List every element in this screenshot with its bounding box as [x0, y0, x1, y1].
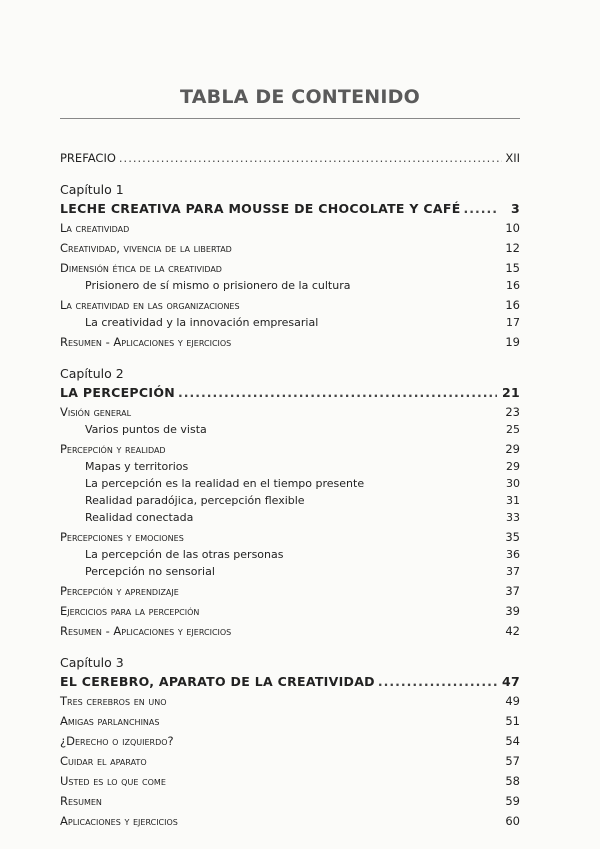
- toc-subentry[interactable]: [60, 492, 520, 509]
- toc-entry-label: Realidad paradójica, percepción flexible: [85, 494, 305, 507]
- toc-entry[interactable]: [60, 623, 520, 640]
- toc-entry-label: Percepciones y emociones: [60, 530, 184, 544]
- toc-entry-page: 35: [505, 530, 520, 544]
- toc-entry-page: 10: [505, 221, 520, 235]
- table-of-contents: [60, 150, 520, 830]
- toc-entry-page: 39: [505, 604, 520, 618]
- chapter-2-title-row[interactable]: [60, 383, 520, 402]
- leader-dots: [119, 150, 502, 167]
- toc-entry-page: 16: [506, 279, 520, 292]
- toc-subentry[interactable]: [60, 546, 520, 563]
- toc-entry-label: Creatividad, vivencia de la libertad: [60, 241, 232, 255]
- toc-entry-label: Usted es lo que come: [60, 774, 166, 788]
- toc-entry-page: 23: [505, 405, 520, 419]
- toc-entry-label: Amigas parlanchinas: [60, 714, 160, 728]
- toc-entry-label: Resumen: [60, 794, 102, 808]
- toc-entry-label: PREFACIO: [60, 151, 116, 165]
- toc-entry-label: Dimensión ética de la creatividad: [60, 261, 222, 275]
- toc-subentry[interactable]: [60, 277, 520, 294]
- toc-entry-label: La percepción es la realidad en el tiempo presente: [85, 477, 365, 490]
- toc-entry-label: Mapas y territorios: [85, 460, 189, 473]
- toc-entry-page: 12: [505, 241, 520, 255]
- chapter-3-title-row[interactable]: [60, 672, 520, 691]
- chapter-page: 47: [502, 674, 520, 689]
- toc-entry[interactable]: [60, 693, 520, 710]
- toc-entry[interactable]: [60, 334, 520, 351]
- toc-entry-label: La creatividad en las organizaciones: [60, 298, 240, 312]
- chapter-title: LA PERCEPCIÓN: [60, 385, 176, 400]
- toc-subentry[interactable]: [60, 509, 520, 526]
- toc-entry[interactable]: [60, 240, 520, 257]
- toc-entry-page: 30: [506, 477, 520, 490]
- toc-entry-label: Aplicaciones y ejercicios: [60, 814, 178, 828]
- toc-entry-label: Ejercicios para la percepción: [60, 604, 200, 618]
- toc-entry-page: 37: [506, 565, 520, 578]
- toc-entry-page: 37: [505, 584, 520, 598]
- toc-entry[interactable]: [60, 813, 520, 830]
- toc-entry[interactable]: [60, 733, 520, 750]
- toc-entry-label: Percepción no sensorial: [85, 565, 215, 578]
- toc-subentry[interactable]: [60, 475, 520, 492]
- toc-entry-page: 16: [505, 298, 520, 312]
- toc-entry-label: Visión general: [60, 405, 132, 419]
- toc-entry-page: 25: [506, 423, 520, 436]
- toc-entry-page: 19: [505, 335, 520, 349]
- leader-dots: [178, 383, 497, 402]
- toc-entry[interactable]: [60, 260, 520, 277]
- toc-entry[interactable]: [60, 583, 520, 600]
- toc-entry-page: 59: [505, 794, 520, 808]
- toc-entry-page: 60: [505, 814, 520, 828]
- toc-entry-page: 51: [505, 714, 520, 728]
- toc-entry-label: Prisionero de sí mismo o prisionero de la cultura: [85, 279, 351, 292]
- toc-entry[interactable]: [60, 297, 520, 314]
- toc-entry-page: 29: [506, 460, 520, 473]
- toc-entry-label: Realidad conectada: [85, 511, 194, 524]
- toc-entry[interactable]: [60, 773, 520, 790]
- toc-entry-label: Cuidar el aparato: [60, 754, 147, 768]
- toc-subentry[interactable]: [60, 421, 520, 438]
- toc-entry-label: Percepción y aprendizaje: [60, 584, 179, 598]
- toc-entry-label: Tres cerebros en uno: [60, 694, 167, 708]
- toc-entry-page: 58: [505, 774, 520, 788]
- page-title: TABLA DE CONTENIDO: [180, 86, 420, 108]
- toc-subentry[interactable]: [60, 314, 520, 331]
- toc-entry-prefacio[interactable]: [60, 150, 520, 167]
- chapter-page: 3: [511, 201, 520, 216]
- toc-entry[interactable]: [60, 713, 520, 730]
- toc-entry-page: 42: [505, 624, 520, 638]
- toc-entry[interactable]: [60, 441, 520, 458]
- toc-entry-label: Percepción y realidad: [60, 442, 166, 456]
- toc-entry-label: Resumen - Aplicaciones y ejercicios: [60, 624, 232, 638]
- toc-entry-label: Varios puntos de vista: [85, 423, 207, 436]
- chapter-2-caption: Capítulo 2: [60, 366, 124, 381]
- toc-entry[interactable]: [60, 793, 520, 810]
- toc-entry[interactable]: [60, 529, 520, 546]
- toc-entry-label: La creatividad: [60, 221, 130, 235]
- toc-entry[interactable]: [60, 220, 520, 237]
- leader-dots: [378, 672, 497, 691]
- toc-entry-page: XII: [505, 151, 520, 165]
- toc-entry-page: 57: [505, 754, 520, 768]
- chapter-3-caption: Capítulo 3: [60, 655, 124, 670]
- toc-entry-page: 29: [505, 442, 520, 456]
- toc-entry[interactable]: [60, 603, 520, 620]
- toc-entry[interactable]: [60, 753, 520, 770]
- toc-entry-page: 36: [506, 548, 520, 561]
- chapter-1-title-row[interactable]: [60, 199, 520, 218]
- chapter-title: EL CEREBRO, APARATO DE LA CREATIVIDAD: [60, 674, 375, 689]
- title-rule: [60, 118, 520, 119]
- toc-entry-page: 49: [505, 694, 520, 708]
- toc-entry-page: 17: [506, 316, 520, 329]
- toc-subentry[interactable]: [60, 563, 520, 580]
- toc-entry-page: 15: [505, 261, 520, 275]
- leader-dots: [464, 199, 497, 218]
- toc-entry[interactable]: [60, 404, 520, 421]
- toc-entry-page: 31: [506, 494, 520, 507]
- toc-entry-label: Resumen - Aplicaciones y ejercicios: [60, 335, 232, 349]
- chapter-title: LECHE CREATIVA PARA MOUSSE DE CHOCOLATE Y CAFÉ: [60, 201, 461, 216]
- toc-subentry[interactable]: [60, 458, 520, 475]
- chapter-page: 21: [502, 385, 520, 400]
- toc-entry-label: La percepción de las otras personas: [85, 548, 284, 561]
- toc-entry-label: ¿Derecho o izquierdo?: [60, 734, 174, 748]
- chapter-1-caption: Capítulo 1: [60, 182, 124, 197]
- toc-entry-label: La creatividad y la innovación empresarial: [85, 316, 319, 329]
- toc-entry-page: 33: [506, 511, 520, 524]
- toc-entry-page: 54: [505, 734, 520, 748]
